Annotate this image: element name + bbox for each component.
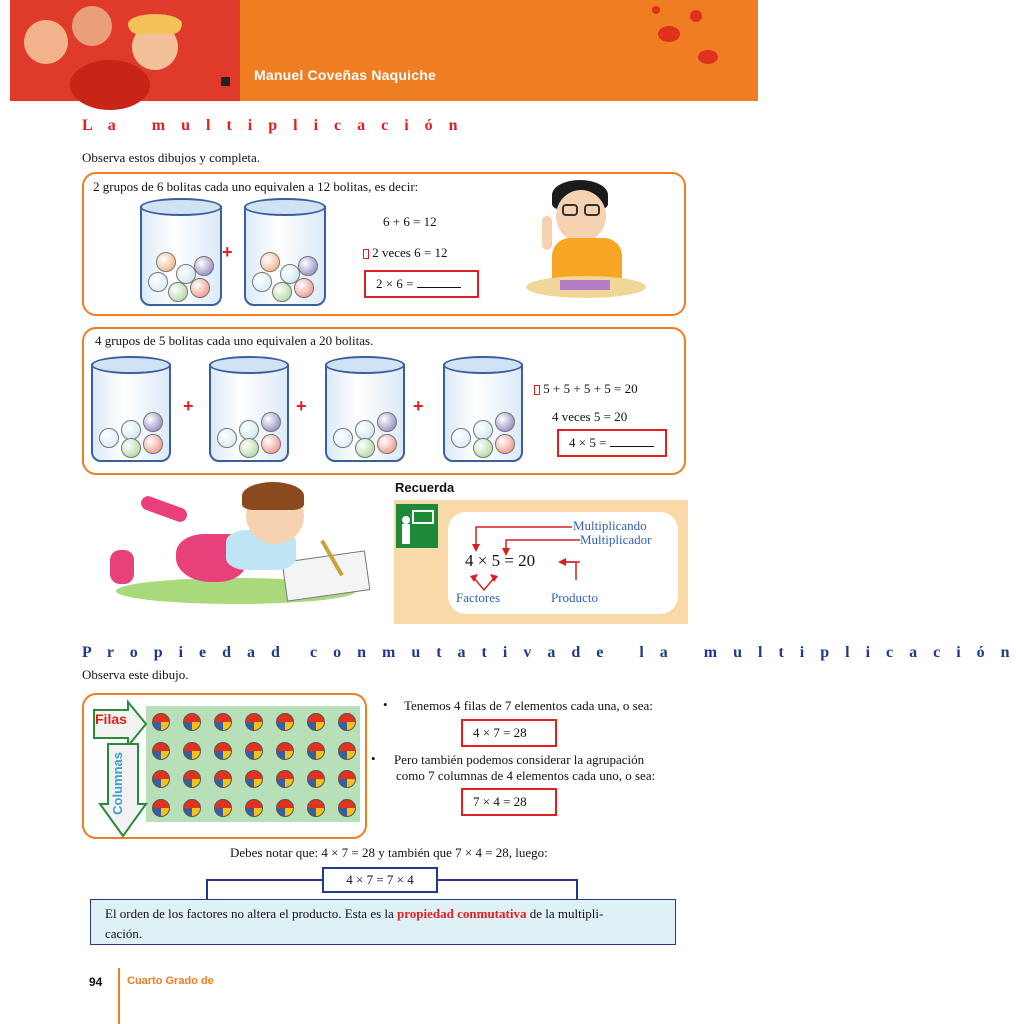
equation-sum: 6 + 6 = 12 [383,214,437,229]
equation-veces: 4 veces 5 = 20 [552,409,628,424]
answer-blank[interactable] [610,446,654,447]
marble [245,770,263,788]
identity-box: 4 × 7 = 7 × 4 [322,867,438,893]
marble [307,713,325,731]
answer-blank[interactable] [417,287,461,288]
marble [152,770,170,788]
plus-sign: + [183,396,194,416]
marble [338,742,356,760]
instruction-text: Observa este dibujo. [82,667,189,682]
footer-divider [118,968,120,1024]
header-square-icon [221,77,230,86]
instruction-text: Observa estos dibujos y completa. [82,150,260,165]
equation-veces-text: 2 veces 6 = 12 [372,245,448,260]
bullet-2-line-1: Pero también podemos considerar la agrupación [394,752,645,767]
plus-sign: + [413,396,424,416]
label-producto: Producto [551,590,598,605]
decor-dot [658,26,680,42]
marble [183,770,201,788]
answer-box-1[interactable] [364,270,479,298]
label-factores: Factores [456,590,501,605]
marble [183,799,201,817]
page-number: 94 [89,975,103,989]
bullet-2-line-2: como 7 columnas de 4 elementos cada uno, o sea: [396,768,656,783]
marble [307,770,325,788]
footer-book-title: Cuarto Grado de [127,975,214,987]
marble [214,770,232,788]
recuerda-expression: 4 × 5 = 20 [465,551,536,570]
marble [183,713,201,731]
marble [152,799,170,817]
result-box-2: 7 × 4 = 28 [461,788,557,816]
plus-sign: + [222,242,233,262]
label-multiplicando: Multiplicando [573,518,647,533]
marble [214,713,232,731]
glass-jar [91,364,171,462]
exercise-2-statement: 4 grupos de 5 bolitas cada uno equivalen a 20 bolitas. [95,333,374,348]
bullet-icon: • [383,697,388,712]
marble [245,742,263,760]
marble [183,742,201,760]
conclusion-text-end: de la multipli- [526,906,604,921]
filas-label: Filas [95,711,127,727]
box-marker-icon [363,249,369,259]
equation-veces [363,245,447,261]
marble [276,770,294,788]
marble [276,799,294,817]
decor-dot [698,50,718,64]
section-title-multiplicacion: L a m u l t i p l i c a c i ó n [82,117,464,134]
conclusion-highlight: propiedad conmutativa [397,906,527,921]
columnas-label: Columnas [110,752,125,815]
section-title-conmutativa: c o n m u t a t i v a d e l a m u l t i p l i c a c i ó n [310,644,1016,661]
marble [245,713,263,731]
marble [152,742,170,760]
marble [214,742,232,760]
marble [276,713,294,731]
marble [307,742,325,760]
conclusion-text: El orden de los factores no altera el producto. Esta es la [105,906,398,921]
box-marker-icon [534,385,540,395]
marble [276,742,294,760]
glass-jar [443,364,523,462]
header-author: Manuel Coveñas Naquiche [254,67,436,83]
conclusion-line-2: cación. [105,926,143,941]
glass-jar [140,206,222,306]
note-text: Debes notar que: 4 × 7 = 28 y también que 7 × 4 = 28, luego: [230,845,548,860]
marble [152,713,170,731]
boy-illustration [522,176,648,302]
exercise-1-statement: 2 grupos de 6 bolitas cada uno equivalen a 12 bolitas, es decir: [93,179,419,194]
bullet-1-text: Tenemos 4 filas de 7 elementos cada una, o sea: [404,698,653,713]
equation-sum-text: 5 + 5 + 5 + 5 = 20 [543,381,638,396]
answer-box-1-label: 2 × 6 = [376,276,414,291]
equation-sum [534,381,638,397]
section-title-propiedad: P r o p i e d a d [82,644,286,661]
glass-jar [244,206,326,306]
header-photo [10,0,240,101]
girl-illustration [106,478,378,616]
decor-dot [690,10,702,22]
decor-dot [652,6,660,14]
glass-jar [209,364,289,462]
answer-box-2-label: 4 × 5 = [569,435,607,450]
marble [338,713,356,731]
answer-box-2[interactable] [557,429,667,457]
marble [214,799,232,817]
marble [307,799,325,817]
plus-sign: + [296,396,307,416]
marble [338,770,356,788]
result-box-1: 4 × 7 = 28 [461,719,557,747]
recuerda-title: Recuerda [395,480,455,495]
bullet-icon: • [371,751,376,766]
conclusion-box [90,899,676,945]
label-multiplicador: Multiplicador [580,532,652,547]
marble [245,799,263,817]
glass-jar [325,364,405,462]
marble [338,799,356,817]
